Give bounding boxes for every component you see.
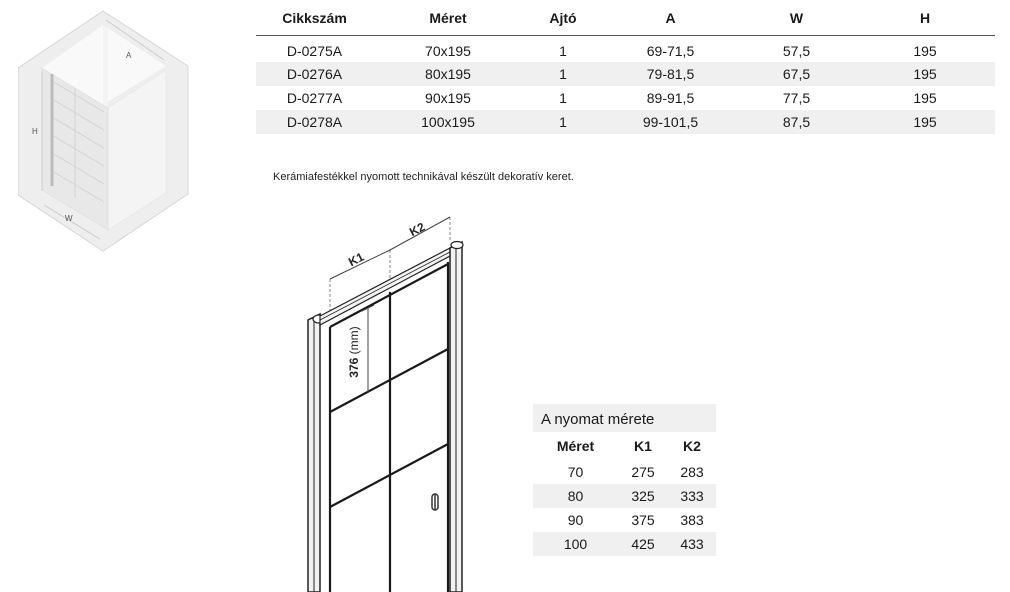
cell-print-k1: 375 (631, 512, 655, 528)
header-meret: Méret (373, 5, 523, 36)
spec-table (256, 5, 995, 134)
cell-size: 70x195 (425, 43, 471, 59)
cell-door: 1 (559, 43, 567, 59)
cell-print-k2: 383 (680, 512, 704, 528)
cell-code: D-0276A (256, 62, 373, 86)
cell-print-k1: 325 (618, 484, 668, 508)
print-table-title: A nyomat mérete (533, 404, 716, 432)
cell-door: 1 (523, 110, 603, 134)
iso-label-h: H (32, 127, 38, 136)
cell-h: 195 (913, 43, 937, 59)
header-print-meret: Méret (556, 438, 595, 454)
cell-print-size: 70 (567, 464, 584, 480)
header-ajto: Ajtó (523, 5, 603, 36)
table-row (533, 508, 716, 532)
dim-height-unit: (mm) (347, 326, 361, 355)
dim-label-k1: K1 (346, 249, 367, 270)
header-print-k1: K1 (634, 438, 652, 454)
cell-size: 80x195 (373, 62, 523, 86)
cell-door: 1 (523, 62, 603, 86)
cell-print-size: 90 (567, 512, 584, 528)
table-row (533, 460, 716, 484)
dim-label-height (347, 326, 361, 377)
cell-h: 195 (855, 110, 995, 134)
dim-height-value: 376 (347, 357, 361, 378)
cell-a: 69-71,5 (646, 43, 695, 59)
print-size-table (533, 404, 716, 556)
cell-a: 79-81,5 (603, 62, 738, 86)
cell-print-size: 100 (533, 532, 618, 556)
shower-enclosure-diagram (18, 8, 198, 263)
cell-print-size: 80 (533, 484, 618, 508)
print-header-row (533, 432, 716, 460)
header-w: W (738, 5, 855, 36)
cell-print-k2: 283 (680, 464, 704, 480)
header-h: H (855, 5, 995, 36)
cell-h: 195 (913, 90, 937, 106)
table-row (533, 532, 716, 556)
cell-code: D-0275A (286, 43, 343, 59)
cell-door: 1 (559, 90, 567, 106)
cell-a: 89-91,5 (646, 90, 695, 106)
table-row (256, 62, 995, 86)
cell-print-k2: 433 (668, 532, 716, 556)
cell-size: 100x195 (373, 110, 523, 134)
table-row (256, 36, 995, 63)
cell-w: 57,5 (782, 43, 811, 59)
table-row (256, 110, 995, 134)
decorative-frame-note: Kerámiafestékkel nyomott technikával készült dekoratív keret. (273, 171, 574, 183)
iso-label-w: W (65, 214, 73, 223)
panel-pattern-diagram (298, 212, 478, 592)
cell-print-k1: 275 (631, 464, 655, 480)
spec-header-row (256, 5, 995, 36)
cell-code: D-0278A (256, 110, 373, 134)
table-row (256, 86, 995, 110)
header-cikkszam: Cikkszám (256, 5, 373, 36)
header-a: A (603, 5, 738, 36)
cell-size: 90x195 (425, 90, 471, 106)
cell-w: 87,5 (738, 110, 855, 134)
iso-label-a: A (126, 51, 132, 60)
header-print-k2: K2 (683, 438, 701, 454)
cell-print-k2: 333 (668, 484, 716, 508)
cell-print-k1: 425 (618, 532, 668, 556)
cell-w: 67,5 (738, 62, 855, 86)
cell-w: 77,5 (782, 90, 811, 106)
table-row (533, 484, 716, 508)
cell-h: 195 (855, 62, 995, 86)
cell-code: D-0277A (286, 90, 343, 106)
dim-label-k2: K2 (407, 219, 428, 240)
cell-a: 99-101,5 (603, 110, 738, 134)
